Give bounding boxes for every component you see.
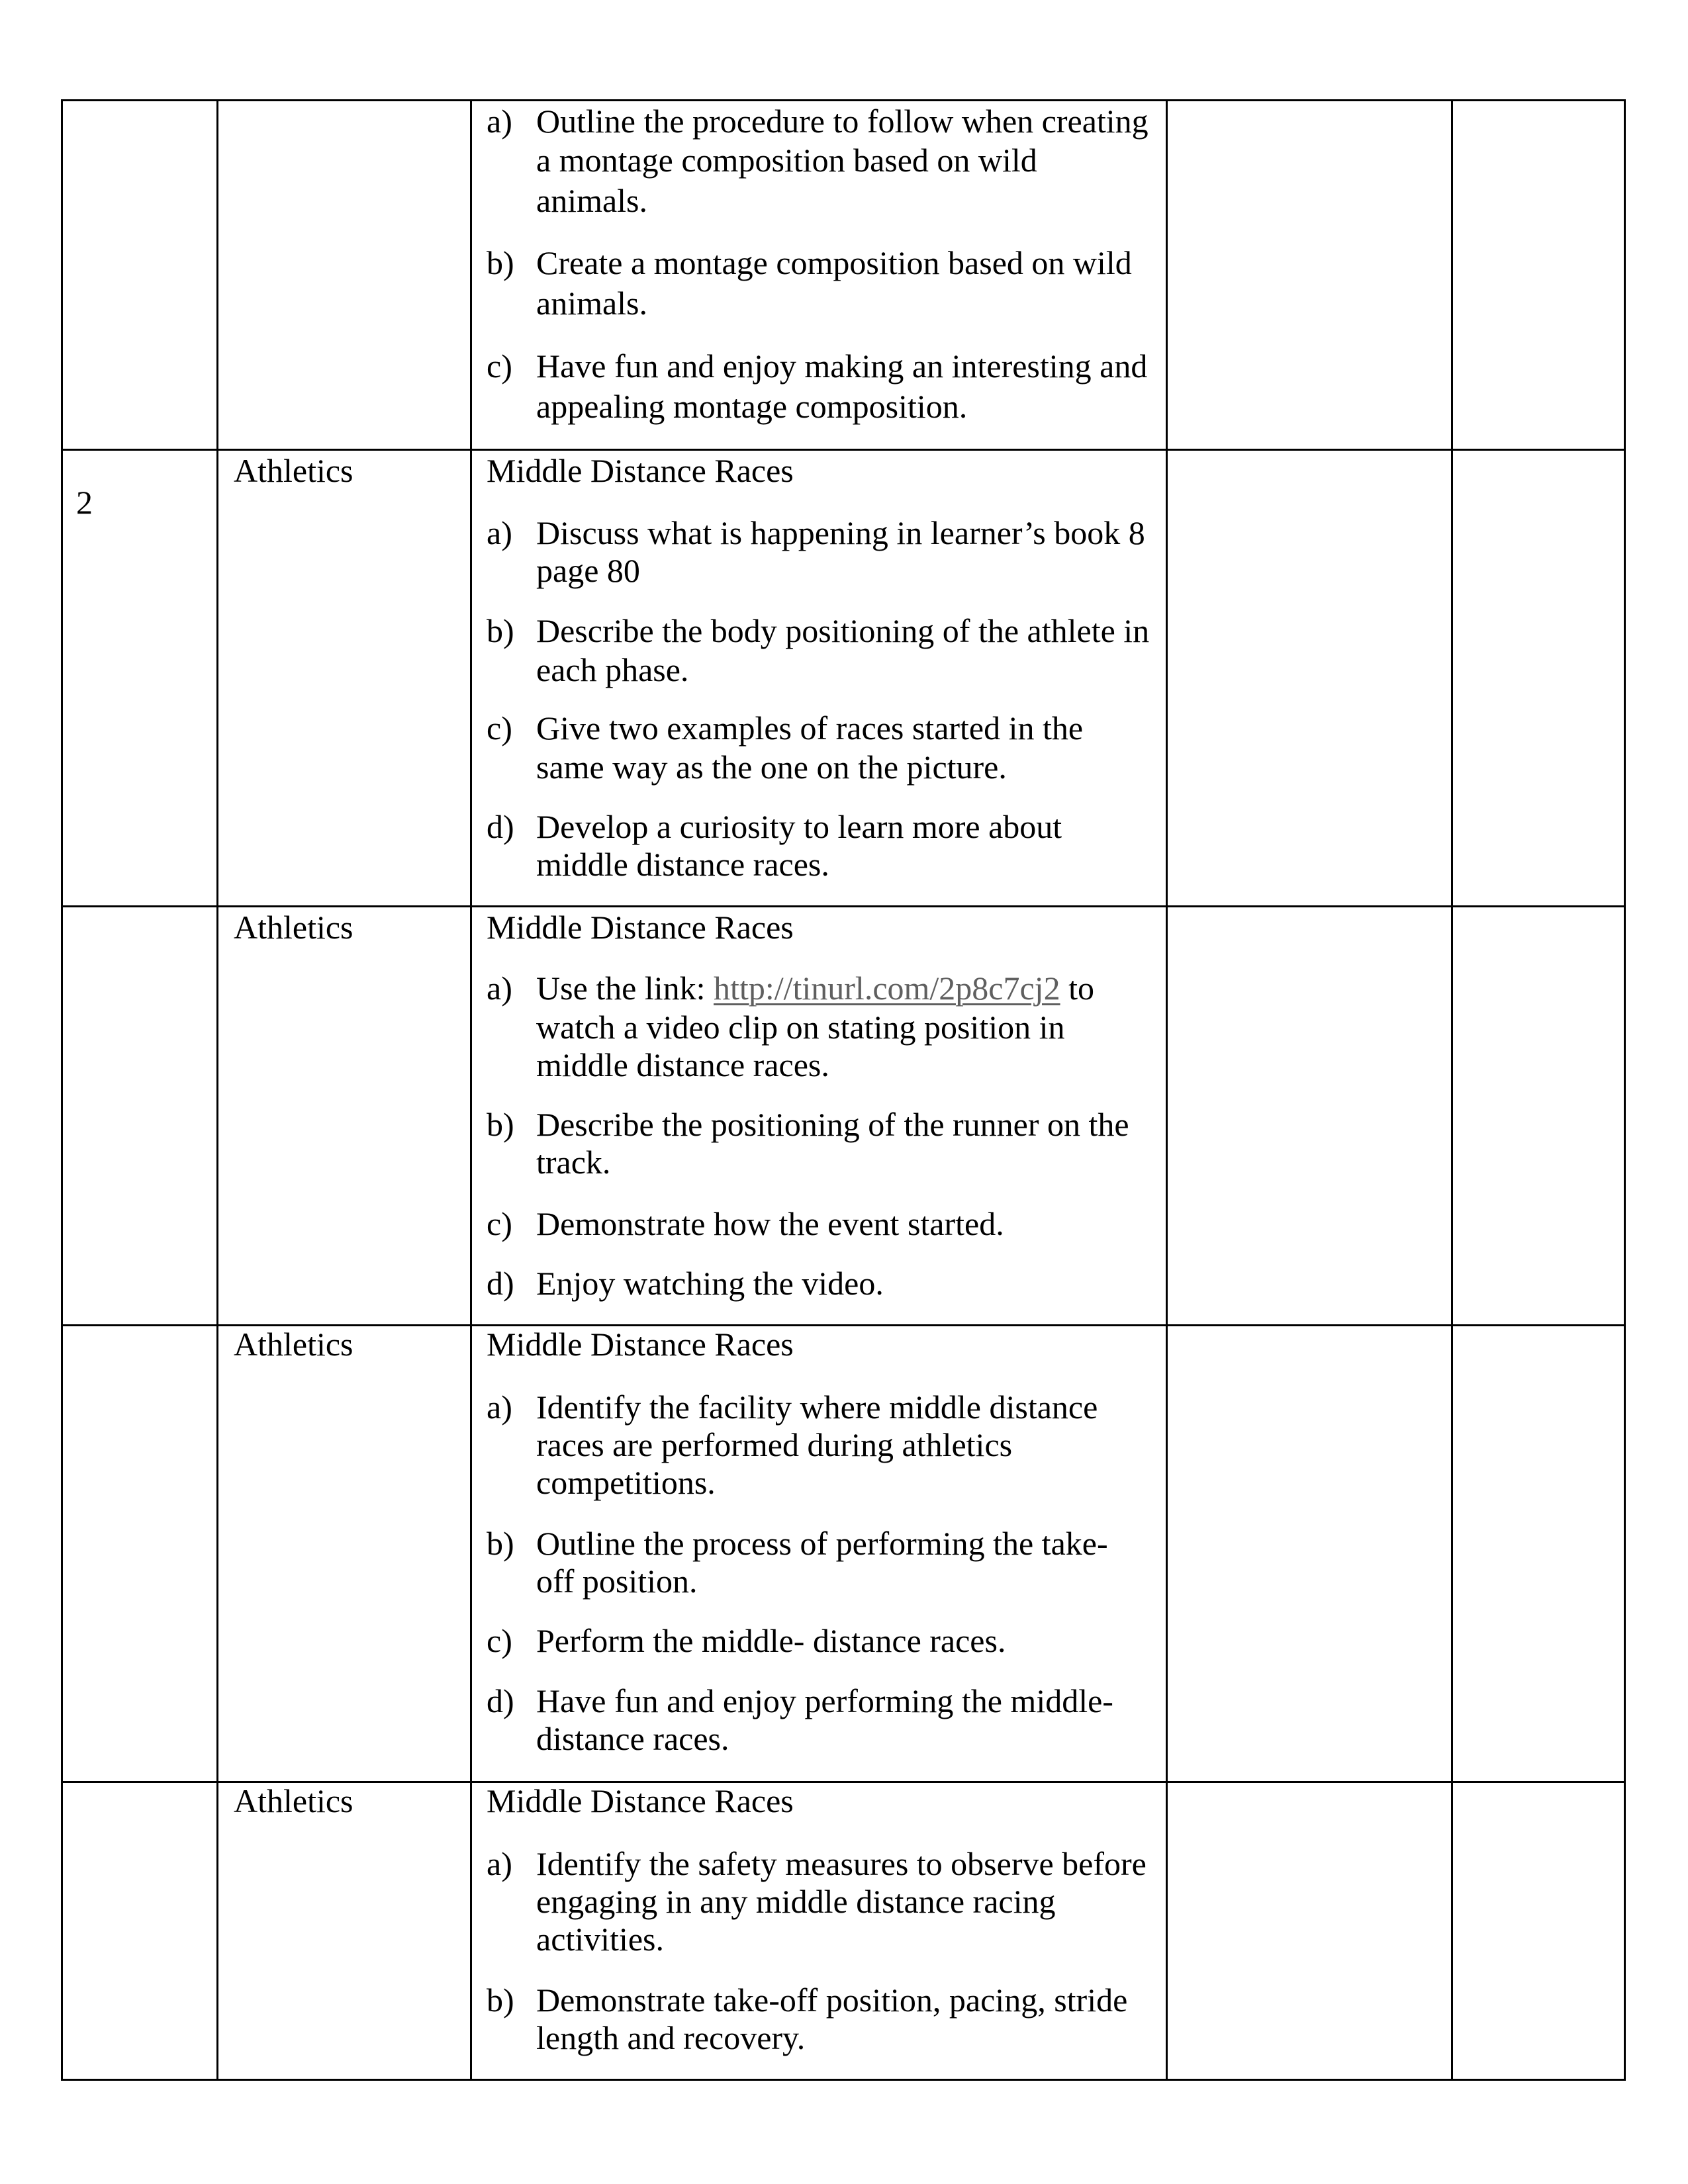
empty-cell-learning-experiences bbox=[1168, 101, 1451, 2079]
sub-strand-heading: Middle Distance Races bbox=[487, 1782, 794, 1819]
objective-line: same way as the one on the picture. bbox=[536, 749, 1007, 786]
item-label: a) bbox=[487, 103, 512, 140]
objective-line: each phase. bbox=[536, 651, 689, 688]
item-label: b) bbox=[487, 1981, 514, 2019]
objective-line: off position. bbox=[536, 1563, 698, 1600]
objective-line: Identify the safety measures to observe before bbox=[536, 1845, 1147, 1882]
objective-line: Discuss what is happening in learner’s book 8 bbox=[536, 514, 1145, 551]
strand-cell: Athletics bbox=[234, 1326, 353, 1363]
objective-line: Outline the process of performing the take- bbox=[536, 1525, 1108, 1562]
column-divider bbox=[216, 99, 218, 2081]
objective-line: Enjoy watching the video. bbox=[536, 1265, 884, 1302]
objective-line: Demonstrate how the event started. bbox=[536, 1205, 1004, 1242]
objective-line: Develop a curiosity to learn more about bbox=[536, 808, 1062, 845]
item-label: c) bbox=[487, 709, 512, 747]
item-label: a) bbox=[487, 1388, 512, 1426]
objective-line: Demonstrate take-off position, pacing, stride bbox=[536, 1981, 1128, 2019]
objective-line: animals. bbox=[536, 285, 648, 322]
video-link[interactable]: http://tinurl.com/2p8c7cj2 bbox=[714, 970, 1060, 1007]
objective-line: competitions. bbox=[536, 1464, 716, 1501]
item-label: b) bbox=[487, 1525, 514, 1562]
item-label: a) bbox=[487, 970, 512, 1007]
objective-line: Describe the positioning of the runner on the bbox=[536, 1106, 1129, 1143]
link-suffix: to bbox=[1060, 970, 1094, 1007]
objective-line: middle distance races. bbox=[536, 846, 829, 883]
table-border-left bbox=[61, 99, 63, 2081]
objective-line: Have fun and enjoy performing the middle- bbox=[536, 1682, 1113, 1719]
objective-line: a montage composition based on wild bbox=[536, 142, 1037, 179]
item-label: b) bbox=[487, 1106, 514, 1143]
objective-line: length and recovery. bbox=[536, 2019, 806, 2056]
item-label: b) bbox=[487, 244, 514, 281]
objective-line: activities. bbox=[536, 1921, 664, 1958]
column-divider bbox=[470, 99, 472, 2081]
objective-line bbox=[536, 969, 1094, 1007]
item-label: b) bbox=[487, 612, 514, 649]
empty-cell-remarks bbox=[1453, 101, 1624, 2079]
objective-line: Outline the procedure to follow when creating bbox=[536, 103, 1149, 140]
objective-line: track. bbox=[536, 1144, 611, 1181]
sub-strand-heading: Middle Distance Races bbox=[487, 1326, 794, 1363]
item-label: a) bbox=[487, 514, 512, 551]
objective-line: middle distance races. bbox=[536, 1046, 829, 1083]
link-prefix: Use the link: bbox=[536, 970, 714, 1007]
item-label: c) bbox=[487, 347, 512, 385]
strand-cell: Athletics bbox=[234, 452, 353, 489]
item-label: d) bbox=[487, 808, 514, 845]
week-number: 2 bbox=[76, 484, 93, 521]
item-label: d) bbox=[487, 1265, 514, 1302]
objective-line: Give two examples of races started in the bbox=[536, 709, 1084, 747]
objective-line: Have fun and enjoy making an interesting and bbox=[536, 347, 1148, 385]
objective-line: appealing montage composition. bbox=[536, 388, 968, 425]
objective-line: Create a montage composition based on wild bbox=[536, 244, 1132, 281]
objective-line: distance races. bbox=[536, 1720, 729, 1757]
objective-line: races are performed during athletics bbox=[536, 1426, 1013, 1463]
item-label: c) bbox=[487, 1205, 512, 1242]
sub-strand-heading: Middle Distance Races bbox=[487, 452, 794, 489]
objective-line: Identify the facility where middle distance bbox=[536, 1388, 1098, 1426]
objective-line: page 80 bbox=[536, 552, 640, 589]
objective-line: Describe the body positioning of the athlete in bbox=[536, 612, 1150, 649]
strand-cell: Athletics bbox=[234, 1782, 353, 1819]
item-label: d) bbox=[487, 1682, 514, 1719]
table-border-bottom bbox=[61, 2079, 1626, 2081]
objective-line: watch a video clip on stating position in bbox=[536, 1009, 1065, 1046]
strand-cell: Athletics bbox=[234, 909, 353, 946]
table-border-right bbox=[1624, 99, 1626, 2081]
item-label: a) bbox=[487, 1845, 512, 1882]
objective-line: Perform the middle- distance races. bbox=[536, 1622, 1006, 1659]
objective-line: engaging in any middle distance racing bbox=[536, 1883, 1056, 1920]
item-label: c) bbox=[487, 1622, 512, 1659]
objective-line: animals. bbox=[536, 182, 648, 219]
sub-strand-heading: Middle Distance Races bbox=[487, 909, 794, 946]
